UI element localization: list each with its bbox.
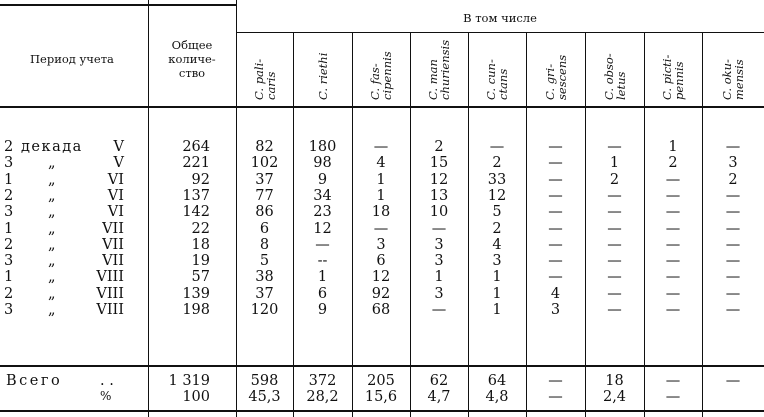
cell-value: —	[725, 285, 741, 302]
species-header-line: sescens	[554, 54, 569, 100]
cell-value: 77	[255, 187, 274, 204]
row-decade-word: „	[48, 302, 56, 318]
cell-value: —	[665, 236, 681, 253]
cell-value: 3	[550, 302, 561, 318]
cell-value: 12	[313, 220, 332, 237]
cell-value: —	[548, 139, 563, 155]
row-total: 198	[182, 302, 210, 318]
cell-value: —	[548, 269, 563, 286]
cell-value: 86	[255, 204, 274, 221]
row-month: VIII	[96, 302, 124, 318]
row-decade: 1	[4, 220, 14, 237]
cell-value: 8	[259, 236, 270, 253]
cell-value: 1	[317, 269, 328, 286]
row-month: VII	[102, 220, 124, 237]
row-month: VII	[102, 253, 124, 270]
cell-value: 180	[308, 139, 337, 155]
cell-value: 12	[487, 187, 507, 204]
species-header-line: mensis	[732, 59, 746, 100]
cell-value: 33	[487, 171, 507, 188]
cell-value: —	[607, 187, 622, 204]
cell-value: 37	[255, 285, 274, 302]
cell-value: 9	[317, 171, 328, 188]
cell-value: 3	[376, 236, 386, 253]
cell-value: —	[548, 155, 563, 172]
cell-value: 4	[550, 285, 561, 302]
cell-value: —	[665, 269, 681, 286]
cell-value: —	[665, 187, 681, 204]
cell-value: 1	[492, 302, 502, 318]
totals-value: 64	[487, 373, 507, 389]
cell-value: 9	[317, 302, 328, 318]
species-header-line: pennis	[672, 61, 686, 100]
row-decade-word: „	[48, 187, 56, 204]
cell-value: —	[548, 253, 563, 270]
row-total: 264	[182, 139, 210, 155]
cell-value: 68	[371, 302, 391, 318]
totals-value: 372	[308, 373, 337, 389]
cell-value: 2	[492, 155, 502, 172]
cell-value: —	[665, 253, 681, 270]
totals-value: 62	[429, 373, 449, 389]
species-header-line: C. obso-	[601, 53, 616, 100]
row-decade: 1	[4, 171, 14, 188]
cell-value: —	[725, 204, 741, 221]
cell-value: —	[607, 253, 622, 270]
percent-label: %	[100, 389, 112, 403]
species-header-line: C. cun-	[484, 59, 498, 100]
species-header-line: C. gri-	[542, 63, 557, 100]
row-decade: 2	[4, 236, 14, 253]
cell-value: 6	[259, 220, 270, 237]
total-header-line-2: количе-	[168, 52, 216, 66]
totals-dots: . .	[100, 373, 114, 389]
cell-value: —	[725, 187, 741, 204]
cell-value: 3	[492, 253, 502, 270]
row-decade-word: „	[48, 220, 56, 237]
totals-value: 205	[367, 373, 395, 389]
cell-value: 23	[313, 204, 332, 221]
cell-value: 1	[376, 187, 386, 204]
cell-value: 1	[376, 171, 386, 188]
species-header-line: C. man	[426, 59, 440, 100]
cell-value: 1	[434, 269, 444, 286]
percent-value: 15,6	[364, 389, 398, 405]
cell-value: 5	[259, 253, 270, 270]
totals-sum: 1 319	[168, 373, 210, 389]
cell-value: 4	[492, 236, 502, 253]
row-decade-word: декада	[21, 139, 83, 155]
cell-value: 34	[313, 187, 332, 204]
row-decade: 2	[4, 187, 14, 204]
percent-value: 45,3	[248, 389, 281, 405]
cell-value: 13	[429, 187, 449, 204]
row-decade-word: „	[48, 285, 56, 302]
total-header-line-1: Общее	[171, 38, 213, 52]
percent-value: 2,4	[602, 389, 627, 405]
cell-value: —	[665, 285, 681, 302]
cell-value: 2	[728, 171, 738, 188]
percent-value: 28,2	[306, 389, 339, 405]
cell-value: —	[665, 204, 681, 221]
cell-value: —	[548, 220, 563, 237]
row-decade: 2	[4, 285, 14, 302]
cell-value: —	[607, 285, 622, 302]
cell-value: —	[607, 139, 622, 155]
cell-value: 3	[434, 236, 444, 253]
totals-value: —	[548, 373, 563, 389]
cell-value: 1	[609, 155, 620, 172]
percent-value: 4,8	[485, 389, 509, 405]
cell-value: 92	[371, 285, 391, 302]
row-decade-word: „	[48, 236, 56, 253]
cell-value: —	[373, 139, 389, 155]
row-total: 137	[182, 187, 210, 204]
row-month: V	[113, 139, 124, 155]
horizontal-rule	[236, 32, 764, 33]
horizontal-rule	[0, 4, 236, 6]
cell-value: 4	[376, 155, 386, 172]
row-total: 92	[191, 171, 210, 188]
row-total: 18	[191, 236, 210, 253]
cell-value: —	[607, 204, 622, 221]
species-header-line: caris	[263, 71, 278, 100]
cell-value: 18	[371, 204, 391, 221]
cell-value: 1	[492, 285, 502, 302]
cell-value: 12	[371, 269, 391, 286]
totals-value: —	[725, 373, 741, 389]
cell-value: 6	[376, 253, 386, 270]
species-header-line: C. fas-	[368, 63, 382, 100]
cell-value: —	[665, 302, 681, 318]
cell-value: —	[665, 171, 681, 188]
cell-value: 10	[429, 204, 449, 221]
row-total: 142	[182, 204, 210, 221]
row-decade-word: „	[48, 204, 56, 221]
row-total: 139	[182, 285, 210, 302]
cell-value: 3	[728, 155, 738, 172]
cell-value: —	[431, 302, 447, 318]
row-decade: 3	[4, 204, 14, 221]
row-total: 22	[191, 220, 210, 237]
cell-value: —	[315, 236, 330, 253]
cell-value: --	[317, 253, 328, 270]
row-month: V	[113, 155, 124, 172]
row-decade: 3	[4, 155, 14, 172]
row-month: VI	[107, 187, 124, 204]
row-decade-word: „	[48, 253, 56, 270]
row-decade-word: „	[48, 269, 56, 286]
totals-value: 18	[605, 373, 624, 389]
cell-value: 1	[492, 269, 502, 286]
percent-value: —	[548, 389, 563, 405]
cell-value: —	[607, 220, 622, 237]
horizontal-rule	[0, 106, 764, 108]
row-month: VIII	[96, 269, 124, 286]
cell-value: —	[725, 139, 741, 155]
cell-value: —	[725, 253, 741, 270]
total-header-line-3: ство	[178, 66, 206, 80]
cell-value: 15	[429, 155, 449, 172]
row-decade-word: „	[48, 171, 56, 188]
cell-value: 2	[434, 139, 444, 155]
percent-value: 4,7	[427, 389, 451, 405]
cell-value: 12	[429, 171, 449, 188]
row-decade: 2	[4, 139, 14, 155]
cell-value: —	[548, 236, 563, 253]
cell-value: —	[725, 302, 741, 318]
row-total: 221	[182, 155, 210, 172]
cell-value: 3	[434, 285, 444, 302]
horizontal-rule	[0, 410, 764, 412]
cell-value: 37	[255, 171, 274, 188]
row-month: VI	[107, 171, 124, 188]
cell-value: —	[607, 302, 622, 318]
cell-value: 1	[668, 139, 678, 155]
cell-value: —	[373, 220, 389, 237]
row-decade: 3	[4, 253, 14, 270]
row-month: VII	[102, 236, 124, 253]
row-decade-word: „	[48, 155, 56, 172]
cell-value: 6	[317, 285, 328, 302]
period-header: Период учета	[30, 52, 114, 66]
cell-value: —	[431, 220, 447, 237]
cell-value: 82	[255, 139, 274, 155]
species-header-line: C. picti-	[660, 54, 674, 100]
cell-value: 38	[255, 269, 274, 286]
row-month: VIII	[96, 285, 124, 302]
totals-label: Всего	[6, 373, 63, 389]
cell-value: 2	[492, 220, 502, 237]
species-header-line: cipennis	[380, 51, 394, 100]
row-total: 19	[191, 253, 210, 270]
species-header-line: churiensis	[438, 39, 452, 100]
cell-value: 98	[313, 155, 332, 172]
cell-value: —	[607, 269, 622, 286]
cell-value: 3	[434, 253, 444, 270]
cell-value: —	[725, 236, 741, 253]
percent-value: —	[665, 389, 681, 405]
cell-value: 2	[668, 155, 678, 172]
species-header-line: C. oku-	[720, 59, 734, 100]
cell-value: —	[665, 220, 681, 237]
cell-value: 2	[609, 171, 620, 188]
row-decade: 1	[4, 269, 14, 286]
cell-value: 102	[250, 155, 279, 172]
row-month: VI	[107, 204, 124, 221]
cell-value: —	[548, 204, 563, 221]
cell-value: —	[725, 220, 741, 237]
cell-value: —	[548, 171, 563, 188]
cell-value: 5	[492, 204, 502, 221]
percent-sum: 100	[182, 389, 210, 405]
cell-value: —	[489, 139, 505, 155]
cell-value: 120	[250, 302, 279, 318]
cell-value: —	[725, 269, 741, 286]
cell-value: —	[548, 187, 563, 204]
species-header-line: C. riethi	[315, 52, 330, 100]
totals-value: —	[665, 373, 681, 389]
cell-value: —	[607, 236, 622, 253]
row-decade: 3	[4, 302, 14, 318]
species-header-line: ctans	[496, 68, 510, 100]
species-header-line: C. pali-	[251, 58, 266, 100]
totals-value: 598	[250, 373, 279, 389]
horizontal-rule	[0, 365, 764, 367]
group-header: В том числе	[463, 11, 537, 25]
species-header-line: letus	[613, 71, 628, 100]
row-total: 57	[191, 269, 210, 286]
